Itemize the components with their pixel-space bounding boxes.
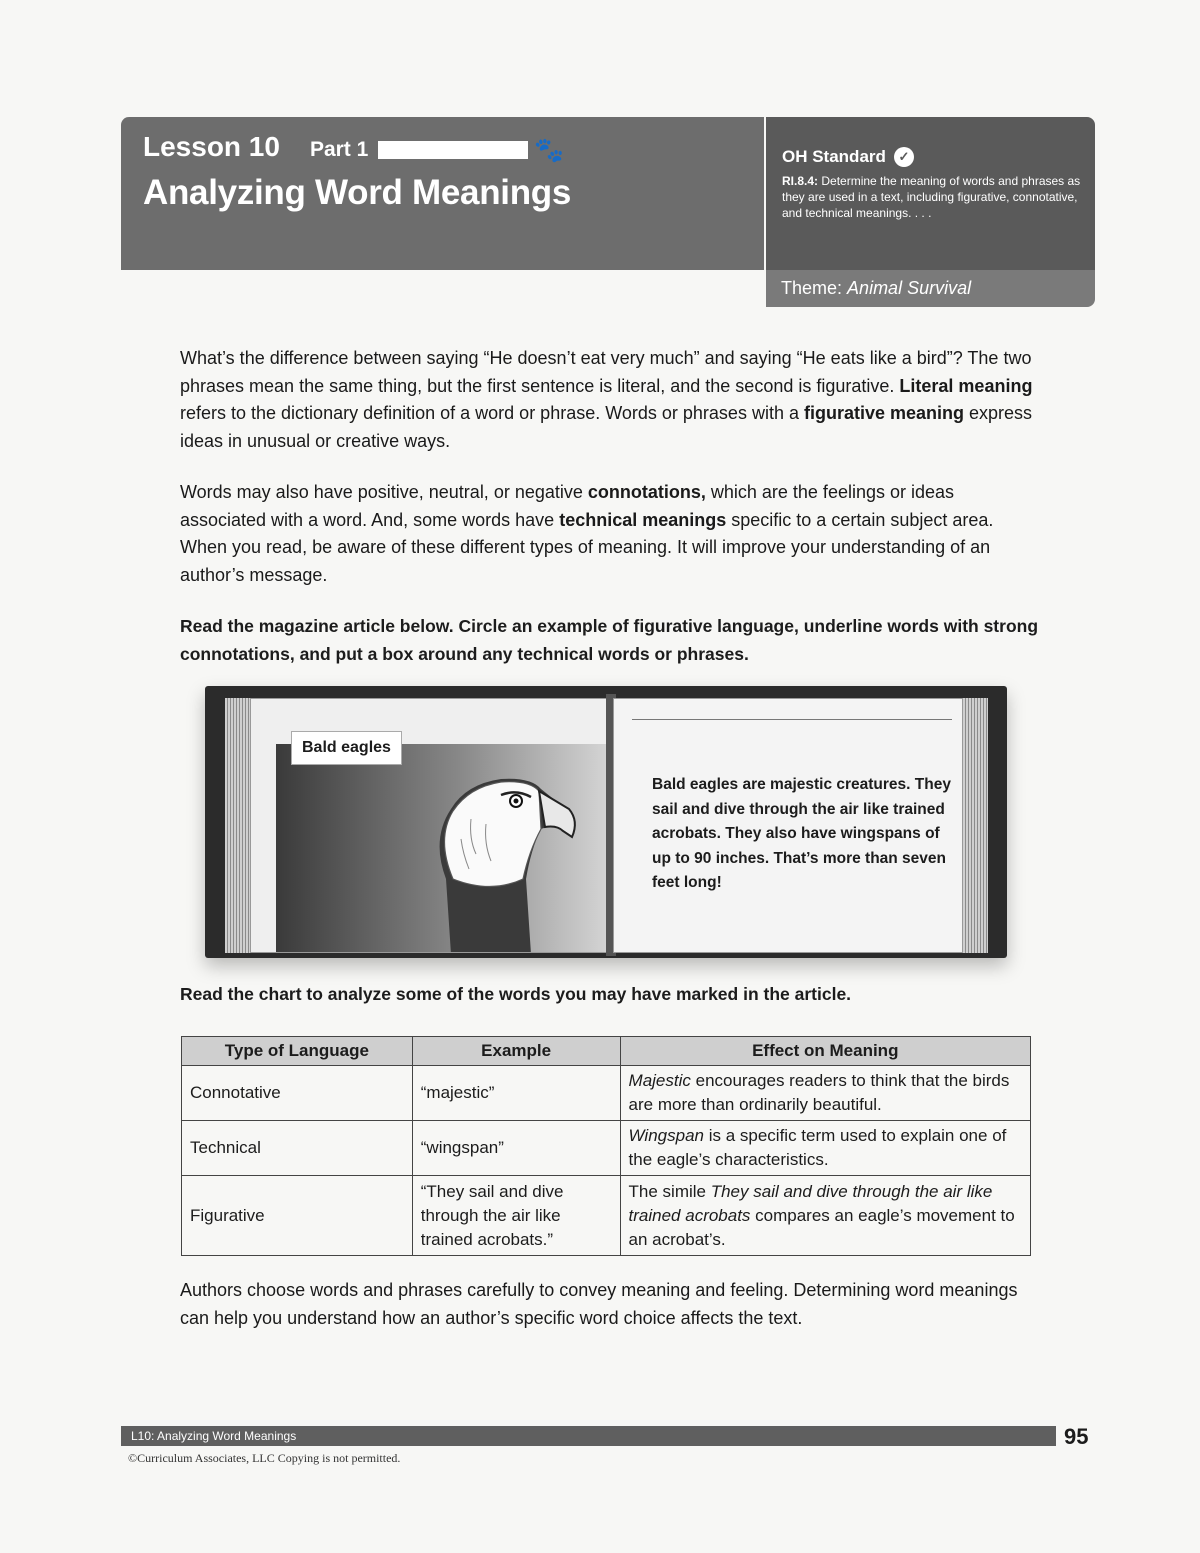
part-label-wrap: [310, 136, 564, 165]
standard-code: RI.8.4:: [782, 174, 819, 188]
table-header-row: [182, 1037, 1031, 1066]
effect-text: compares an eagle’s movement to an acrobat’s.: [628, 1205, 1015, 1249]
lesson-title-panel: [121, 117, 764, 270]
lesson-header: [121, 117, 1095, 307]
type-cell: Technical: [182, 1121, 413, 1176]
term-connotations: connotations,: [587, 482, 706, 502]
effect-cell: [620, 1121, 1030, 1176]
book-page-right: [613, 698, 963, 953]
intro-text: Words may also have positive, neutral, or negative: [180, 482, 588, 502]
lesson-title: Analyzing Word Meanings: [143, 173, 572, 212]
article-text: Bald eagles are majestic creatures. They sail and dive through the air like trained acrobats. They also have wingspans of up to 90 inches. That’s more than seven feet long!: [652, 776, 951, 891]
standard-title-text: OH Standard: [782, 147, 886, 166]
intro-text: express ideas in unusual or creative ways.: [180, 403, 1033, 451]
intro-paragraph-1: [180, 345, 1040, 455]
column-header: Effect on Meaning: [620, 1037, 1030, 1066]
type-cell: Figurative: [182, 1176, 413, 1256]
example-cell: “majestic”: [412, 1066, 620, 1121]
paw-icon: 🐾: [534, 136, 565, 164]
page-rule: [632, 719, 952, 720]
column-header: Type of Language: [182, 1037, 413, 1066]
column-header: Example: [412, 1037, 620, 1066]
intro-text: which are the feelings or ideas associated with a word. And, some words have: [180, 482, 955, 530]
part-label: Part 1: [309, 138, 369, 161]
effect-text: encourages readers to think that the birds are more than ordinarily beautiful.: [628, 1071, 1010, 1114]
intro-text: refers to the dictionary definition of a word or phrase. Words or phrases with a: [180, 403, 804, 423]
intro-paragraph-2: [180, 479, 1040, 589]
table-row: [182, 1176, 1031, 1256]
closing-paragraph: Authors choose words and phrases carefully to convey meaning and feeling. Determining word meanings can help you understand how an author’s specific word choice affects the text.: [180, 1280, 1018, 1328]
magazine-book-illustration: [205, 686, 1007, 958]
copyright-notice: ©Curriculum Associates, LLC Copying is not permitted.: [128, 1451, 401, 1465]
effect-term: They sail and dive through the air like trained acrobats: [628, 1181, 993, 1225]
term-literal-meaning: Literal meaning: [899, 375, 1033, 396]
term-figurative-meaning: figurative meaning: [803, 403, 965, 423]
page-edges: [225, 698, 250, 953]
redaction-bar: [378, 141, 528, 159]
standard-text: Determine the meaning of words and phrases as they are used in a text, including figurative, connotative, and technical meanings. . . .: [782, 174, 1081, 220]
book-page-left: [250, 698, 608, 953]
check-circle-icon: ✓: [894, 147, 914, 167]
article-instruction: Read the magazine article below. Circle an example of figurative language, underline words with strong connotations, and put a box around any technical words or phrases.: [180, 616, 1039, 664]
effect-term: Wingspan: [628, 1126, 704, 1145]
theme-value: Animal Survival: [847, 278, 972, 298]
lesson-line: [143, 131, 564, 165]
footer-bar: L10: Analyzing Word Meanings: [121, 1426, 1056, 1446]
lesson-number: Lesson 10: [143, 131, 280, 162]
page-edges: [963, 698, 988, 953]
effect-text: The simile: [628, 1181, 711, 1201]
page-number: 95: [1064, 1424, 1089, 1449]
effect-term: Majestic: [628, 1071, 691, 1090]
effect-cell: [620, 1066, 1030, 1121]
effect-cell: [620, 1176, 1030, 1256]
example-cell: “wingspan”: [412, 1121, 620, 1176]
effect-text: is a specific term used to explain one of the eagle’s characteristics.: [628, 1126, 1007, 1169]
standard-panel: [766, 117, 1095, 270]
standard-description: [782, 173, 1087, 221]
intro-text: specific to a certain subject area. When you read, be aware of these different types of meaning. It will improve your understanding of an author’s message.: [180, 509, 994, 585]
photo-caption: Bald eagles: [291, 731, 402, 765]
type-cell: Connotative: [182, 1066, 413, 1121]
table-row: [182, 1121, 1031, 1176]
bald-eagle-image: [391, 729, 591, 953]
chart-instruction: Read the chart to analyze some of the words you may have marked in the article.: [180, 984, 852, 1004]
word-meaning-chart: [181, 1036, 1031, 1256]
theme-label: Theme:: [781, 278, 843, 298]
theme-bar: [766, 270, 1095, 307]
table-row: [182, 1066, 1031, 1121]
standard-title: [782, 147, 914, 167]
intro-text: What’s the difference between saying “He doesn’t eat very much” and saying “He eats like a bird”? The two phrases mean the same thing, but the first sentence is literal, and the second is figurative.: [180, 348, 1032, 396]
example-cell: “They sail and dive through the air like trained acrobats.”: [412, 1176, 620, 1256]
term-technical-meanings: technical meanings: [559, 509, 727, 530]
